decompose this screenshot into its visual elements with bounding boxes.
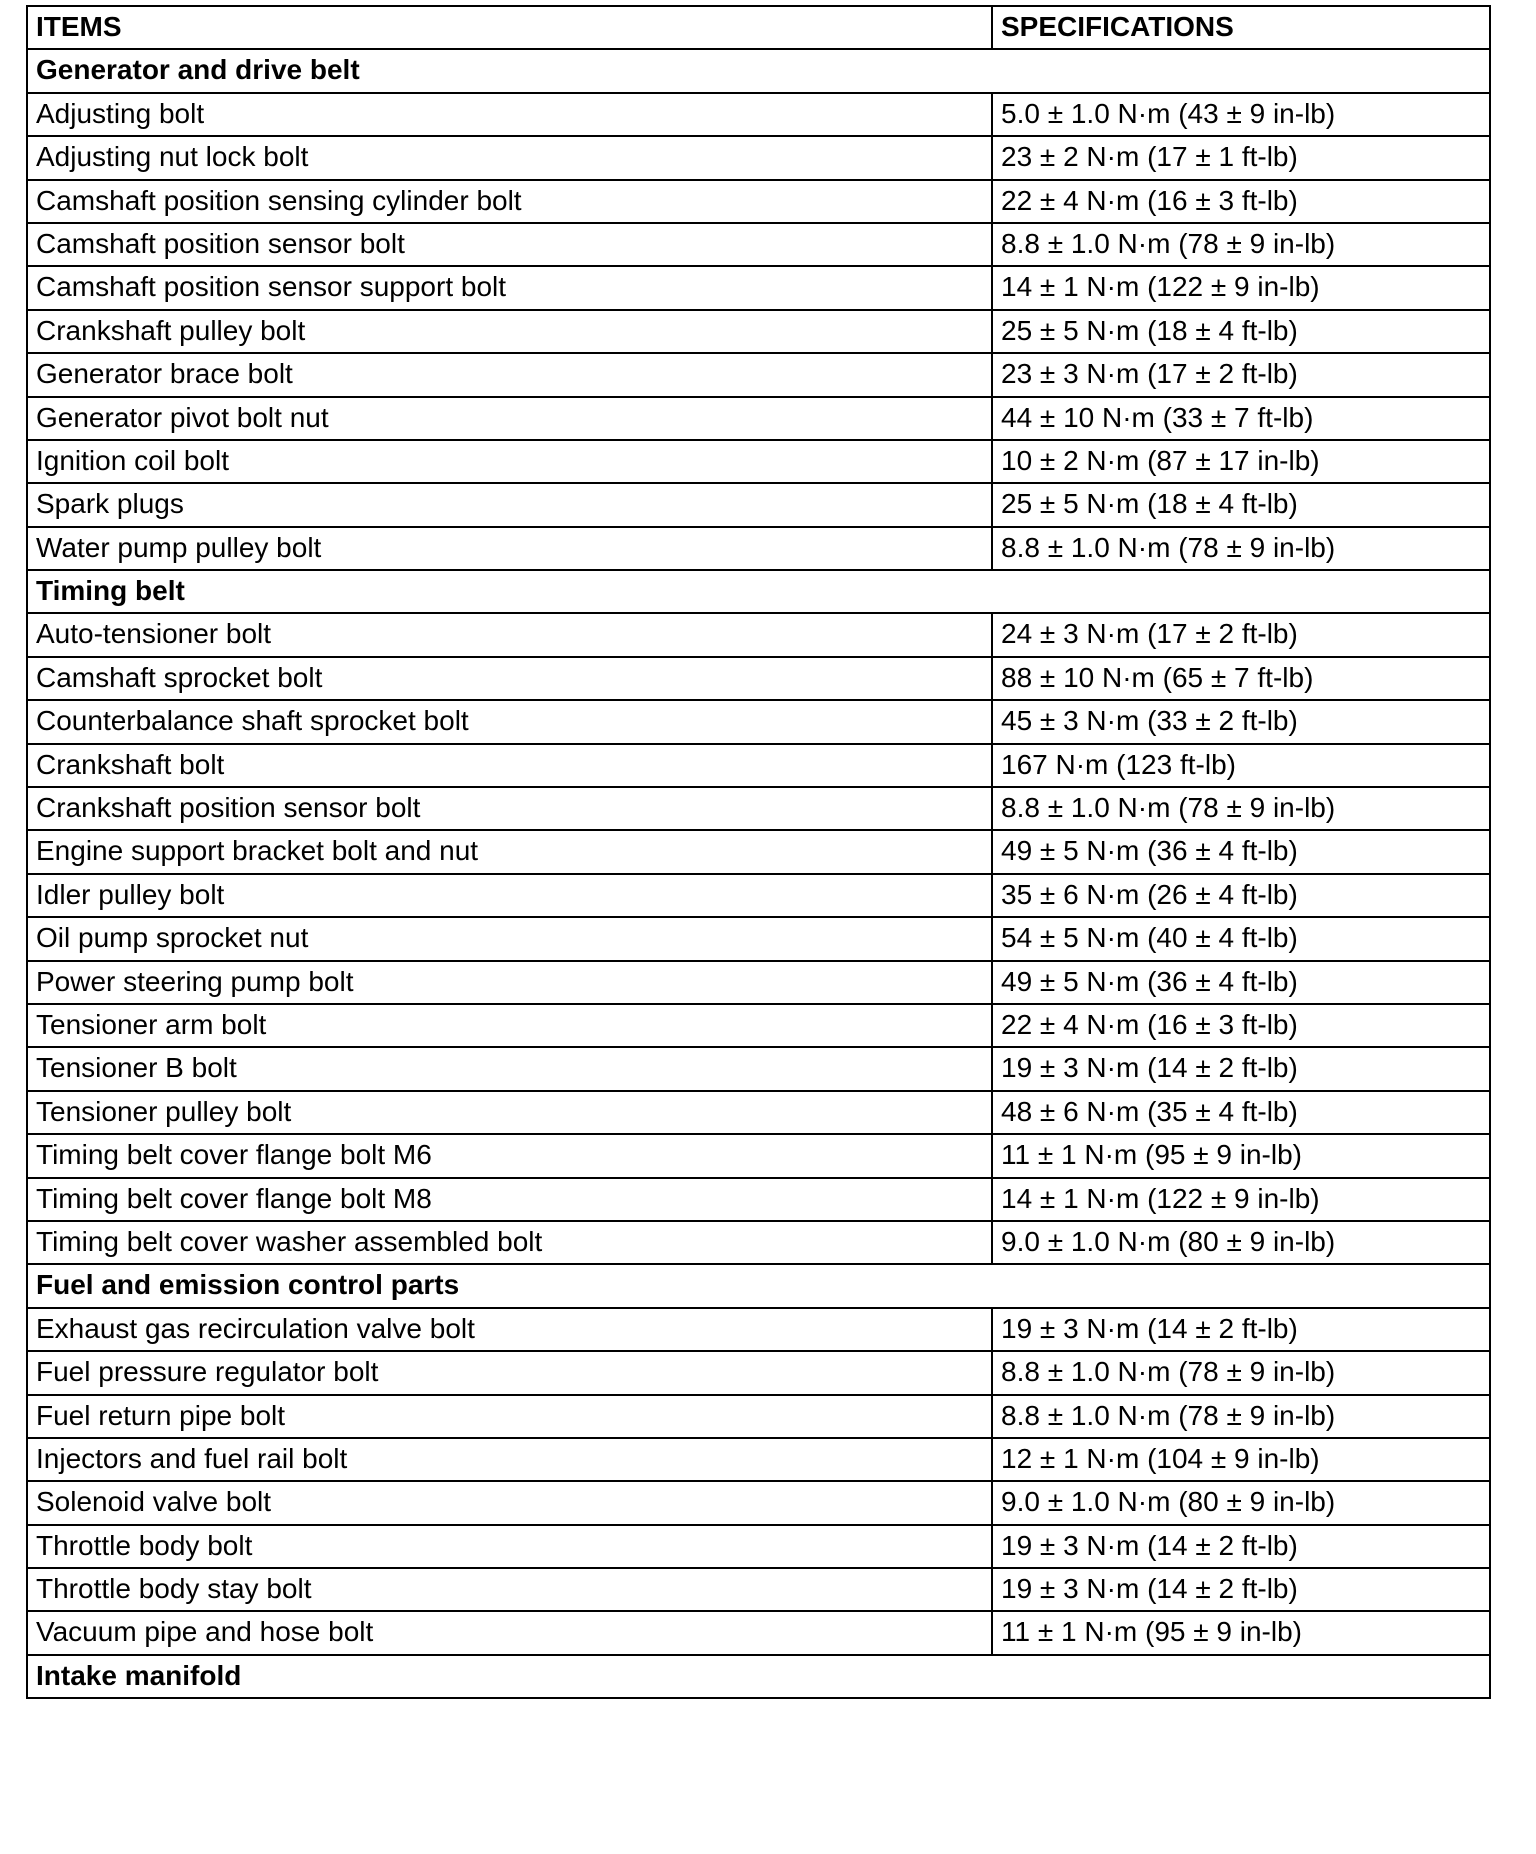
item-cell: Ignition coil bolt — [27, 440, 992, 483]
item-cell: Crankshaft position sensor bolt — [27, 787, 992, 830]
table-row — [27, 917, 1490, 960]
item-cell: Camshaft sprocket bolt — [27, 657, 992, 700]
spec-cell: 14 ± 1 N·m (122 ± 9 in-lb) — [992, 266, 1490, 309]
table-row — [27, 961, 1490, 1004]
item-cell: Fuel return pipe bolt — [27, 1395, 992, 1438]
table-row — [27, 180, 1490, 223]
table-row — [27, 1004, 1490, 1047]
spec-cell: 35 ± 6 N·m (26 ± 4 ft-lb) — [992, 874, 1490, 917]
spec-cell: 19 ± 3 N·m (14 ± 2 ft-lb) — [992, 1047, 1490, 1090]
item-cell: Idler pulley bolt — [27, 874, 992, 917]
item-cell: Exhaust gas recirculation valve bolt — [27, 1308, 992, 1351]
table-row — [27, 1178, 1490, 1221]
table-row — [27, 527, 1490, 570]
item-cell: Counterbalance shaft sprocket bolt — [27, 700, 992, 743]
item-cell: Auto-tensioner bolt — [27, 613, 992, 656]
table-row — [27, 874, 1490, 917]
item-cell: Spark plugs — [27, 483, 992, 526]
item-cell: Adjusting bolt — [27, 93, 992, 136]
spec-cell: 48 ± 6 N·m (35 ± 4 ft-lb) — [992, 1091, 1490, 1134]
item-cell: Water pump pulley bolt — [27, 527, 992, 570]
table-row — [27, 1221, 1490, 1264]
spec-cell: 23 ± 3 N·m (17 ± 2 ft-lb) — [992, 353, 1490, 396]
spec-cell: 19 ± 3 N·m (14 ± 2 ft-lb) — [992, 1568, 1490, 1611]
spec-cell: 9.0 ± 1.0 N·m (80 ± 9 in-lb) — [992, 1221, 1490, 1264]
table-row — [27, 1525, 1490, 1568]
table-row — [27, 397, 1490, 440]
item-cell: Throttle body stay bolt — [27, 1568, 992, 1611]
spec-cell: 8.8 ± 1.0 N·m (78 ± 9 in-lb) — [992, 527, 1490, 570]
spec-cell: 167 N·m (123 ft-lb) — [992, 744, 1490, 787]
item-cell: Camshaft position sensor bolt — [27, 223, 992, 266]
item-cell: Timing belt cover flange bolt M6 — [27, 1134, 992, 1177]
item-cell: Camshaft position sensing cylinder bolt — [27, 180, 992, 223]
table-row — [27, 1047, 1490, 1090]
spec-cell: 8.8 ± 1.0 N·m (78 ± 9 in-lb) — [992, 223, 1490, 266]
spec-cell: 8.8 ± 1.0 N·m (78 ± 9 in-lb) — [992, 787, 1490, 830]
table-row — [27, 440, 1490, 483]
table-row — [27, 353, 1490, 396]
section-row — [27, 1264, 1490, 1307]
table-row — [27, 266, 1490, 309]
table-row — [27, 744, 1490, 787]
spec-cell: 54 ± 5 N·m (40 ± 4 ft-lb) — [992, 917, 1490, 960]
spec-cell: 23 ± 2 N·m (17 ± 1 ft-lb) — [992, 136, 1490, 179]
section-title: Generator and drive belt — [27, 49, 1490, 92]
table-row — [27, 1308, 1490, 1351]
section-row — [27, 1655, 1490, 1698]
spec-cell: 88 ± 10 N·m (65 ± 7 ft-lb) — [992, 657, 1490, 700]
spec-cell: 24 ± 3 N·m (17 ± 2 ft-lb) — [992, 613, 1490, 656]
table-row — [27, 310, 1490, 353]
spec-cell: 22 ± 4 N·m (16 ± 3 ft-lb) — [992, 1004, 1490, 1047]
item-cell: Timing belt cover flange bolt M8 — [27, 1178, 992, 1221]
item-cell: Fuel pressure regulator bolt — [27, 1351, 992, 1394]
spec-cell: 49 ± 5 N·m (36 ± 4 ft-lb) — [992, 961, 1490, 1004]
spec-cell: 11 ± 1 N·m (95 ± 9 in-lb) — [992, 1611, 1490, 1654]
item-cell: Engine support bracket bolt and nut — [27, 830, 992, 873]
item-cell: Crankshaft bolt — [27, 744, 992, 787]
spec-cell: 49 ± 5 N·m (36 ± 4 ft-lb) — [992, 830, 1490, 873]
section-title: Timing belt — [27, 570, 1490, 613]
table-row — [27, 1611, 1490, 1654]
table-row — [27, 657, 1490, 700]
spec-cell: 10 ± 2 N·m (87 ± 17 in-lb) — [992, 440, 1490, 483]
table-row — [27, 223, 1490, 266]
item-cell: Camshaft position sensor support bolt — [27, 266, 992, 309]
table-header-row — [27, 6, 1490, 49]
item-cell: Generator brace bolt — [27, 353, 992, 396]
table-row — [27, 483, 1490, 526]
table-row — [27, 787, 1490, 830]
spec-cell: 11 ± 1 N·m (95 ± 9 in-lb) — [992, 1134, 1490, 1177]
spec-cell: 12 ± 1 N·m (104 ± 9 in-lb) — [992, 1438, 1490, 1481]
spec-cell: 8.8 ± 1.0 N·m (78 ± 9 in-lb) — [992, 1351, 1490, 1394]
item-cell: Crankshaft pulley bolt — [27, 310, 992, 353]
items-column-header: ITEMS — [27, 6, 992, 49]
table-row — [27, 136, 1490, 179]
item-cell: Throttle body bolt — [27, 1525, 992, 1568]
table-row — [27, 1568, 1490, 1611]
item-cell: Tensioner B bolt — [27, 1047, 992, 1090]
item-cell: Tensioner arm bolt — [27, 1004, 992, 1047]
table-body — [27, 49, 1490, 1698]
item-cell: Power steering pump bolt — [27, 961, 992, 1004]
spec-cell: 25 ± 5 N·m (18 ± 4 ft-lb) — [992, 310, 1490, 353]
item-cell: Adjusting nut lock bolt — [27, 136, 992, 179]
spec-cell: 22 ± 4 N·m (16 ± 3 ft-lb) — [992, 180, 1490, 223]
section-title: Intake manifold — [27, 1655, 1490, 1698]
spec-cell: 19 ± 3 N·m (14 ± 2 ft-lb) — [992, 1525, 1490, 1568]
item-cell: Vacuum pipe and hose bolt — [27, 1611, 992, 1654]
spec-cell: 45 ± 3 N·m (33 ± 2 ft-lb) — [992, 700, 1490, 743]
specifications-table — [26, 5, 1491, 1699]
spec-cell: 25 ± 5 N·m (18 ± 4 ft-lb) — [992, 483, 1490, 526]
table-row — [27, 1481, 1490, 1524]
item-cell: Generator pivot bolt nut — [27, 397, 992, 440]
spec-cell: 5.0 ± 1.0 N·m (43 ± 9 in-lb) — [992, 93, 1490, 136]
item-cell: Oil pump sprocket nut — [27, 917, 992, 960]
spec-cell: 9.0 ± 1.0 N·m (80 ± 9 in-lb) — [992, 1481, 1490, 1524]
section-row — [27, 570, 1490, 613]
item-cell: Injectors and fuel rail bolt — [27, 1438, 992, 1481]
table-row — [27, 1395, 1490, 1438]
table-row — [27, 830, 1490, 873]
spec-cell: 14 ± 1 N·m (122 ± 9 in-lb) — [992, 1178, 1490, 1221]
spec-cell: 8.8 ± 1.0 N·m (78 ± 9 in-lb) — [992, 1395, 1490, 1438]
spec-cell: 44 ± 10 N·m (33 ± 7 ft-lb) — [992, 397, 1490, 440]
item-cell: Timing belt cover washer assembled bolt — [27, 1221, 992, 1264]
table-row — [27, 93, 1490, 136]
section-row — [27, 49, 1490, 92]
table-row — [27, 613, 1490, 656]
spec-cell: 19 ± 3 N·m (14 ± 2 ft-lb) — [992, 1308, 1490, 1351]
table-row — [27, 1091, 1490, 1134]
item-cell: Solenoid valve bolt — [27, 1481, 992, 1524]
table-row — [27, 700, 1490, 743]
table-row — [27, 1351, 1490, 1394]
table-row — [27, 1438, 1490, 1481]
section-title: Fuel and emission control parts — [27, 1264, 1490, 1307]
specifications-column-header: SPECIFICATIONS — [992, 6, 1490, 49]
table-row — [27, 1134, 1490, 1177]
item-cell: Tensioner pulley bolt — [27, 1091, 992, 1134]
